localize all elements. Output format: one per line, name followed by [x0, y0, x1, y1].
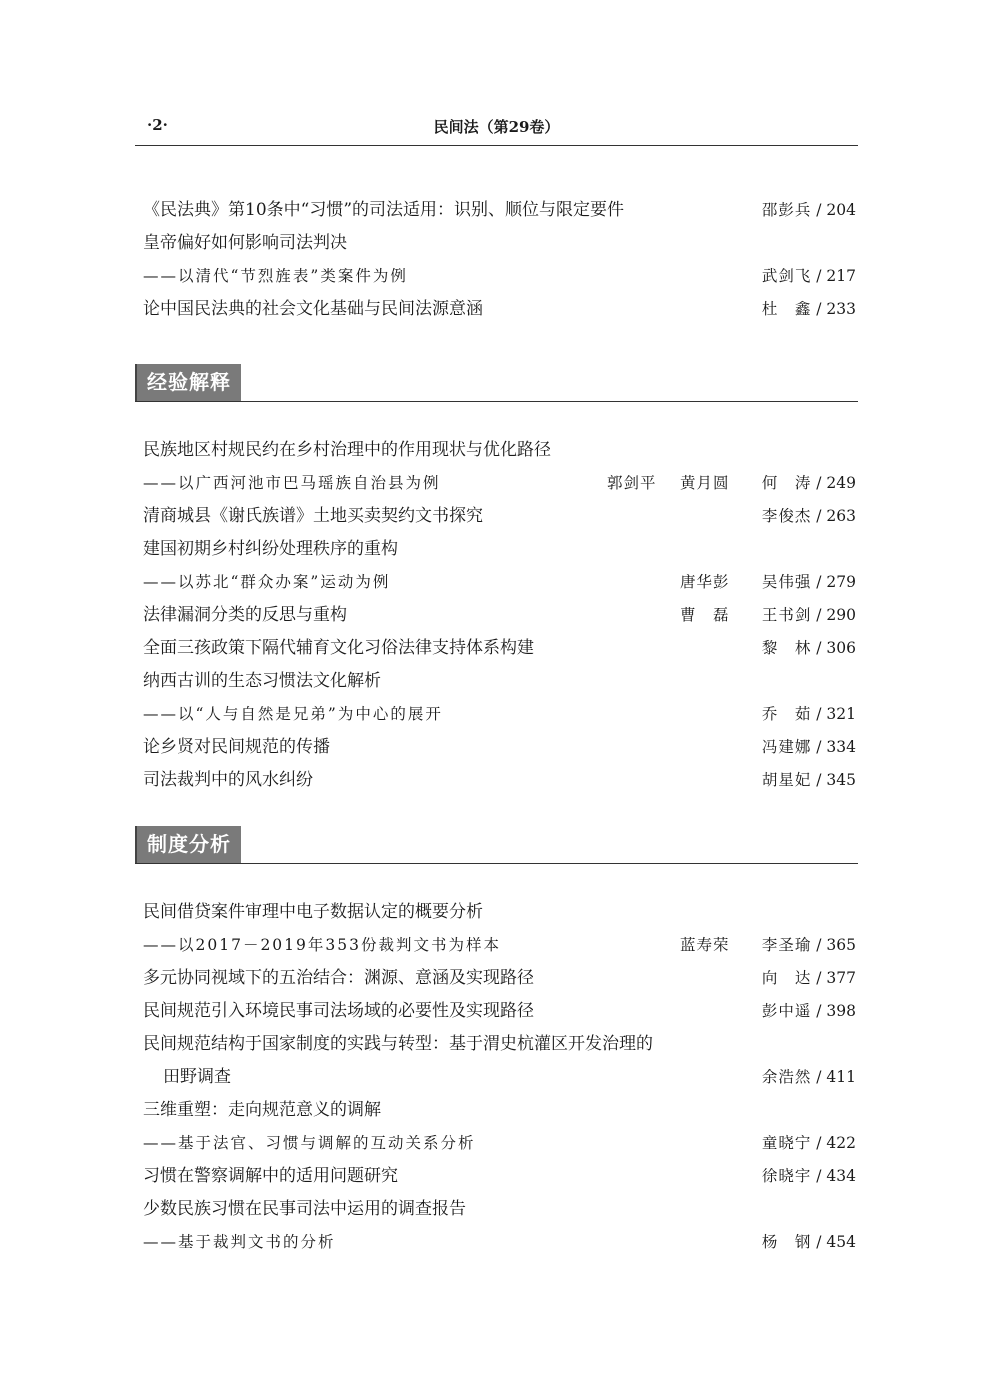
entry-subtitle: ——基于法官、习惯与调解的互动关系分析 — [143, 1134, 476, 1152]
entry-page: 290 — [826, 606, 856, 624]
entry-author-page: 吴伟强 / 279 — [761, 573, 856, 591]
entry-author-page: 胡星妃 / 345 — [761, 771, 856, 789]
entry-author-page: 何 涛 / 249 — [761, 474, 856, 492]
entry-title: 纳西古训的生态习惯法文化解析 — [143, 671, 381, 691]
entry-page: 263 — [826, 507, 856, 525]
entry-title: 多元协同视域下的五治结合：渊源、意涵及实现路径 — [143, 968, 534, 988]
entry-page: 377 — [826, 969, 856, 987]
entry-page: 249 — [826, 474, 856, 492]
entry-coauthor: 郭剑平 — [607, 474, 657, 492]
entry-title: 皇帝偏好如何影响司法判决 — [143, 233, 347, 253]
toc-section-experience — [135, 364, 858, 797]
entry-page: 321 — [826, 705, 856, 723]
toc-entry[interactable] — [135, 731, 858, 764]
entry-subtitle: ——以广西河池市巴马瑶族自治县为例 — [143, 474, 441, 492]
entry-author-page: 余浩然 / 411 — [761, 1068, 856, 1086]
entry-author-page: 乔 茹 / 321 — [761, 705, 856, 723]
toc-entry[interactable] — [135, 1193, 858, 1226]
entry-author-page: 杜 鑫 / 233 — [761, 300, 856, 318]
entry-author-page: 杨 钢 / 454 — [761, 1233, 856, 1251]
entry-title: 建国初期乡村纠纷处理秩序的重构 — [143, 539, 398, 559]
toc-entry[interactable] — [135, 227, 858, 260]
page-number: ·2· — [147, 116, 168, 134]
entry-author-page: 武剑飞 / 217 — [761, 267, 856, 285]
toc-entry-subtitle-line — [135, 566, 858, 599]
entry-page: 434 — [826, 1167, 856, 1185]
toc-section-institution — [135, 826, 858, 1259]
entry-page: 345 — [826, 771, 856, 789]
toc-entry[interactable] — [135, 434, 858, 467]
entry-author: 杨 钢 — [761, 1233, 812, 1251]
entry-author: 冯建娜 — [761, 738, 812, 756]
toc-entry[interactable] — [135, 1028, 858, 1061]
entry-title: 民间规范引入环境民事司法场域的必要性及实现路径 — [143, 1001, 534, 1021]
section-rule — [135, 863, 858, 864]
section-tag: 制度分析 — [135, 826, 241, 863]
entry-page: 422 — [826, 1134, 856, 1152]
section-tag: 经验解释 — [135, 364, 241, 401]
entry-author-page: 彭中遥 / 398 — [761, 1002, 856, 1020]
entry-author: 何 涛 — [761, 474, 812, 492]
section-rule — [135, 401, 858, 402]
toc-entry[interactable] — [135, 500, 858, 533]
toc-entry[interactable] — [135, 764, 858, 797]
entry-author: 向 达 — [761, 969, 812, 987]
entry-title: 清商城县《谢氏族谱》土地买卖契约文书探究 — [143, 506, 483, 526]
entry-author: 余浩然 — [761, 1068, 812, 1086]
entry-title: 全面三孩政策下隔代辅育文化习俗法律支持体系构建 — [143, 638, 534, 658]
section-heading — [135, 826, 858, 864]
entry-page: 279 — [826, 573, 856, 591]
entry-page: 217 — [826, 267, 856, 285]
entry-page: 233 — [826, 300, 856, 318]
toc-entry[interactable] — [135, 896, 858, 929]
toc-entry[interactable] — [135, 293, 858, 326]
toc-entry[interactable] — [135, 665, 858, 698]
entry-author: 童晓宁 — [761, 1134, 812, 1152]
entry-subtitle: ——以苏北“群众办案”运动为例 — [143, 573, 391, 591]
entry-subtitle: ——以“人与自然是兄弟”为中心的展开 — [143, 705, 443, 723]
entry-page: 454 — [826, 1233, 856, 1251]
entry-title: 民族地区村规民约在乡村治理中的作用现状与优化路径 — [143, 440, 551, 460]
header-rule — [135, 145, 858, 146]
entry-author: 徐晓宇 — [761, 1167, 812, 1185]
entry-author: 王书剑 — [761, 606, 812, 624]
section-heading — [135, 364, 858, 402]
entry-author-page: 邵彭兵 / 204 — [761, 201, 856, 219]
entry-title: 民间借贷案件审理中电子数据认定的概要分析 — [143, 902, 483, 922]
entry-coauthor: 曹 磊 — [680, 606, 730, 624]
entry-author: 彭中遥 — [761, 1002, 812, 1020]
entry-author: 李圣瑜 — [761, 936, 812, 954]
entry-author: 黎 林 — [761, 639, 812, 657]
toc-entry-subtitle-line — [135, 1226, 858, 1259]
entry-author-page: 李俊杰 / 263 — [761, 507, 856, 525]
entry-title: 少数民族习惯在民事司法中运用的调查报告 — [143, 1199, 466, 1219]
entry-author-page: 王书剑 / 290 — [761, 606, 856, 624]
toc-entry-continuation-line — [135, 1061, 858, 1094]
entry-author: 武剑飞 — [761, 267, 812, 285]
page-header — [135, 112, 858, 142]
entry-title: 司法裁判中的风水纠纷 — [143, 770, 313, 790]
toc-entry[interactable] — [135, 995, 858, 1028]
entry-title: 论乡贤对民间规范的传播 — [143, 737, 330, 757]
toc-entry-subtitle-line — [135, 467, 858, 500]
entry-title: 民间规范结构于国家制度的实践与转型：基于渭史杭灌区开发治理的 — [143, 1034, 653, 1054]
entry-author-page: 黎 林 / 306 — [761, 639, 856, 657]
entry-author: 胡星妃 — [761, 771, 812, 789]
entry-page: 306 — [826, 639, 856, 657]
entry-title: 论中国民法典的社会文化基础与民间法源意涵 — [143, 299, 483, 319]
entry-subtitle: ——以2017－2019年353份裁判文书为样本 — [143, 936, 501, 954]
entry-author: 乔 茹 — [761, 705, 812, 723]
entry-page: 365 — [826, 936, 856, 954]
entry-author-page: 冯建娜 / 334 — [761, 738, 856, 756]
entry-coauthor: 唐华彭 — [680, 573, 730, 591]
toc-entry-subtitle-line — [135, 698, 858, 731]
entry-title-continuation: 田野调查 — [163, 1067, 231, 1087]
toc-entry[interactable] — [135, 599, 858, 632]
entry-author: 杜 鑫 — [761, 300, 812, 318]
entry-author: 李俊杰 — [761, 507, 812, 525]
entry-author-page: 童晓宁 / 422 — [761, 1134, 856, 1152]
journal-title: 民间法（第29卷） — [433, 118, 560, 136]
entry-page: 334 — [826, 738, 856, 756]
entry-coauthor: 蓝寿荣 — [680, 936, 730, 954]
entry-coauthor: 黄月圆 — [680, 474, 730, 492]
entry-author-page: 徐晓宇 / 434 — [761, 1167, 856, 1185]
toc-entry[interactable] — [135, 962, 858, 995]
toc-section-continued — [135, 194, 858, 326]
entry-page: 204 — [826, 201, 856, 219]
entry-author-page: 李圣瑜 / 365 — [761, 936, 856, 954]
entry-title: 法律漏洞分类的反思与重构 — [143, 605, 347, 625]
entry-page: 411 — [826, 1068, 856, 1086]
entry-title: 三维重塑：走向规范意义的调解 — [143, 1100, 381, 1120]
toc-entry[interactable] — [135, 1160, 858, 1193]
toc-entry[interactable] — [135, 632, 858, 665]
entry-title: 《民法典》第10条中“习惯”的司法适用：识别、顺位与限定要件 — [143, 200, 625, 220]
entry-subtitle: ——基于裁判文书的分析 — [143, 1233, 336, 1251]
entry-author: 邵彭兵 — [761, 201, 812, 219]
entry-author: 吴伟强 — [761, 573, 812, 591]
entry-subtitle: ——以清代“节烈旌表”类案件为例 — [143, 267, 408, 285]
entry-title: 习惯在警察调解中的适用问题研究 — [143, 1166, 398, 1186]
toc-entry[interactable] — [135, 1094, 858, 1127]
toc-entry-subtitle-line — [135, 1127, 858, 1160]
toc-entry[interactable] — [135, 533, 858, 566]
toc-entry-subtitle-line — [135, 260, 858, 293]
toc-entry-subtitle-line — [135, 929, 858, 962]
entry-author-page: 向 达 / 377 — [761, 969, 856, 987]
toc-entry[interactable] — [135, 194, 858, 227]
entry-page: 398 — [826, 1002, 856, 1020]
